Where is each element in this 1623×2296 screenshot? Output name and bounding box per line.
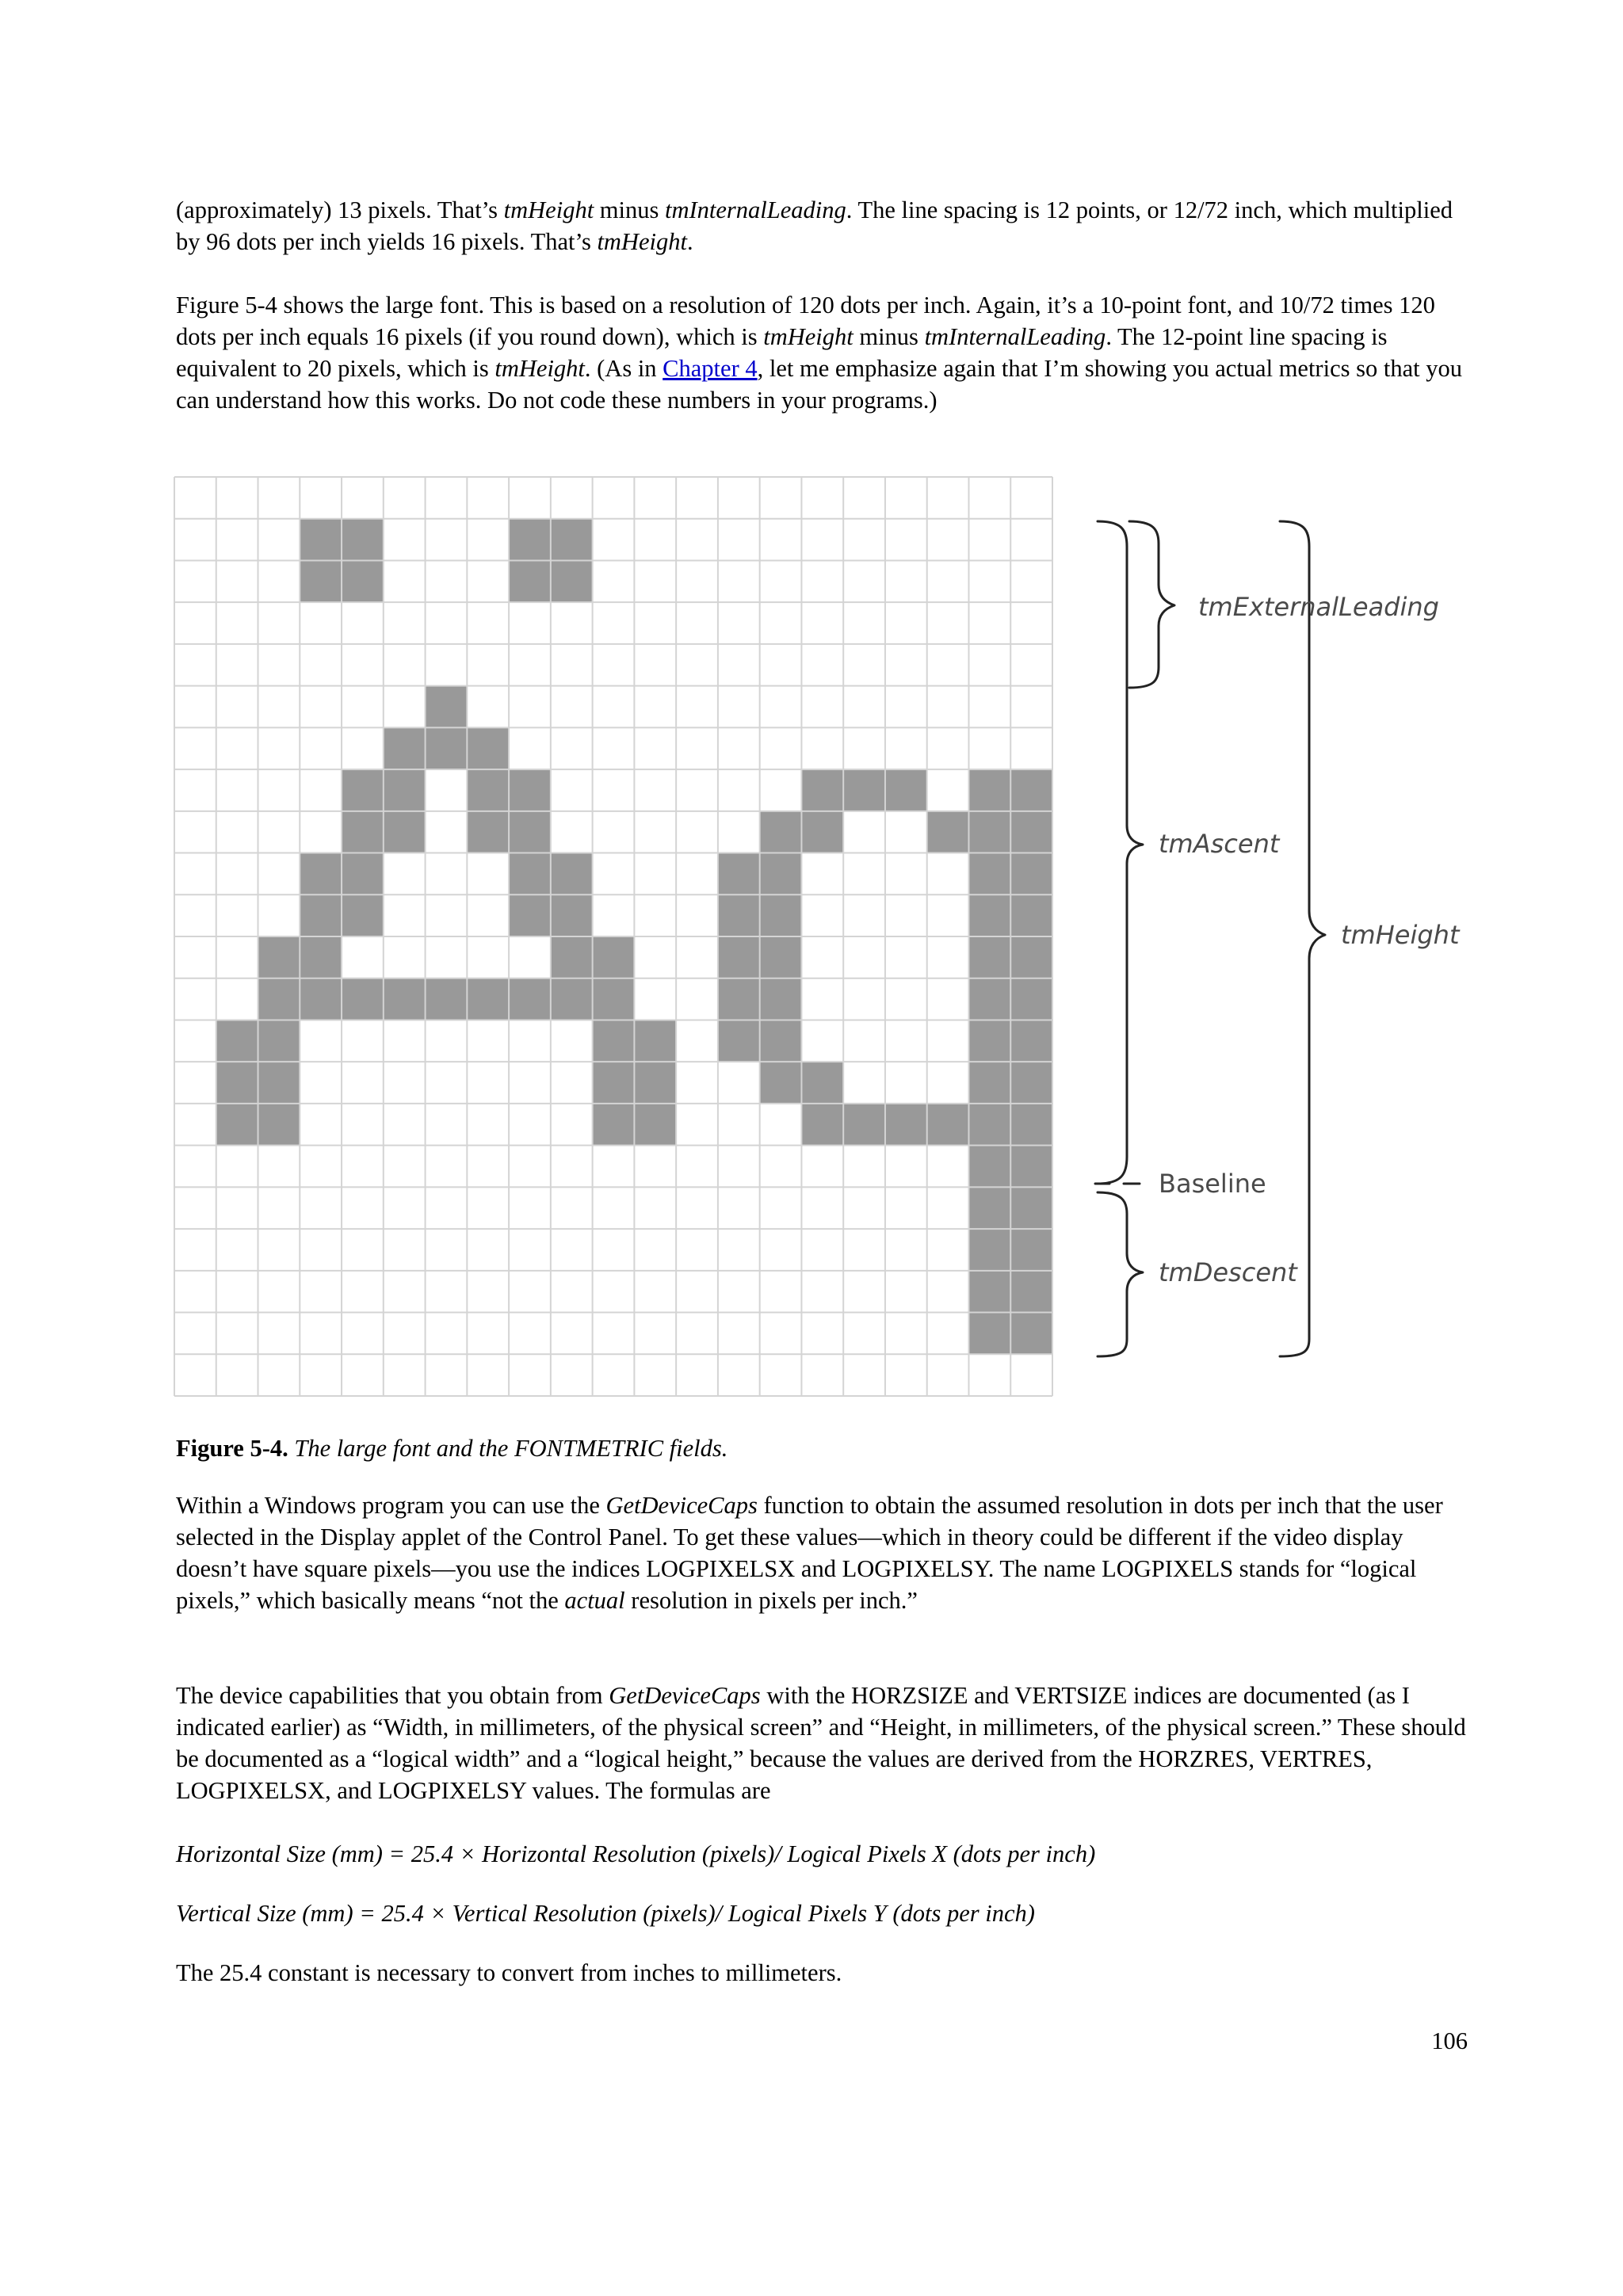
filled-pixel [384, 727, 426, 769]
filled-pixel [968, 853, 1010, 895]
paragraph-5 [176, 1957, 1468, 1989]
filled-pixel [968, 1020, 1010, 1062]
filled-pixel [426, 727, 468, 769]
text-run: minus [594, 196, 665, 223]
filled-pixel [509, 811, 551, 853]
italic-term: tmInternalLeading [665, 196, 846, 223]
italic-term: tmHeight [763, 323, 854, 350]
filled-pixel [467, 978, 509, 1020]
filled-pixel [718, 853, 760, 895]
filled-pixel [342, 560, 384, 602]
italic-term: tmInternalLeading [924, 323, 1106, 350]
filled-pixel [300, 519, 342, 561]
italic-term: tmHeight [495, 355, 585, 382]
paragraph-4 [176, 1680, 1468, 1806]
label-external-leading: tmExternalLeading [1198, 592, 1439, 622]
filled-pixel [467, 769, 509, 811]
filled-pixel [342, 894, 384, 936]
filled-pixel [634, 1020, 676, 1062]
filled-pixel [801, 1104, 843, 1146]
italic-term: GetDeviceCaps [609, 1682, 761, 1709]
filled-pixel [509, 853, 551, 895]
filled-pixel [1010, 1313, 1052, 1355]
filled-pixel [1010, 769, 1052, 811]
filled-pixel [426, 978, 468, 1020]
filled-pixel [843, 1104, 885, 1146]
filled-pixel [384, 811, 426, 853]
filled-pixel [968, 1229, 1010, 1271]
italic-term: actual [564, 1587, 625, 1614]
text-run: , let me emphasize again that I’m showing you actual metrics so that you can understand how this works. Do not code these numbers in your programs.) [176, 355, 1462, 414]
filled-pixel [718, 1020, 760, 1062]
text-run: (approximately) 13 pixels. That’s [176, 196, 504, 223]
filled-pixel [342, 769, 384, 811]
text-run: . The 12-point line spacing is equivalent to 20 pixels, which is [176, 323, 1388, 382]
filled-pixel [968, 1146, 1010, 1188]
filled-pixel [760, 936, 802, 978]
brace-height [1280, 521, 1325, 1356]
filled-pixel [1010, 1229, 1052, 1271]
text-run: with the HORZSIZE and VERTSIZE indices are documented (as I indicated earlier) as “Width, in millimeters, of the physical screen” and “Height, in millimeters, of the physical screen.” These should be documented as a “logical width” and a “logical height,” because the values are derived from the HORZRES, VERTRES, LOGPIXELSX, and LOGPIXELSY values. The formulas are [176, 1682, 1466, 1804]
filled-pixel [593, 1104, 635, 1146]
filled-pixel [801, 811, 843, 853]
filled-pixel [968, 936, 1010, 978]
text-run: . [686, 228, 693, 255]
filled-pixel [927, 811, 969, 853]
filled-pixel [634, 1104, 676, 1146]
filled-pixel [1010, 1146, 1052, 1188]
filled-pixel [718, 936, 760, 978]
filled-pixel [1010, 853, 1052, 895]
filled-pixel [216, 1020, 258, 1062]
brace-external-leading [1129, 521, 1174, 688]
filled-pixel [968, 1187, 1010, 1229]
filled-pixel [843, 769, 885, 811]
filled-pixel [760, 894, 802, 936]
label-descent: tmDescent [1159, 1257, 1297, 1287]
text-run: function to obtain the assumed resolution in dots per inch that the user selected in the Display applet of the Control Panel. To get these values—which in theory could be different if the video display doesn’t have square pixels—you use the indices LOGPIXELSX and LOGPIXELSY. The name LOGPIXELS stands for “logical pixels,” which basically means “not the [176, 1492, 1443, 1614]
text-run: The device capabilities that you obtain from [176, 1682, 609, 1709]
filled-pixel [384, 978, 426, 1020]
filled-pixel [551, 894, 593, 936]
filled-pixel [968, 769, 1010, 811]
filled-pixel [384, 769, 426, 811]
formula-vertical: Vertical Size (mm) = 25.4 × Vertical Resolution (pixels)/ Logical Pixels Y (dots per inch) [176, 1900, 1035, 1927]
filled-pixel [258, 936, 300, 978]
filled-pixel [760, 1020, 802, 1062]
filled-pixel [258, 1104, 300, 1146]
filled-pixel [1010, 978, 1052, 1020]
filled-pixel [1010, 1020, 1052, 1062]
filled-pixel [760, 853, 802, 895]
formula-horizontal: Horizontal Size (mm) = 25.4 × Horizontal Resolution (pixels)/ Logical Pixels X (dots per inch) [176, 1840, 1096, 1867]
filled-pixel [300, 936, 342, 978]
text-run: Figure 5-4 shows the large font. This is based on a resolution of 120 dots per inch. Again, it’s a 10-point font, and 10/72 times 120 dots per inch equals 16 pixels (if you round down), which is [176, 292, 1435, 350]
text-run: resolution in pixels per inch.” [624, 1587, 918, 1614]
brace-descent [1098, 1192, 1143, 1356]
filled-pixel [968, 894, 1010, 936]
label-height: tmHeight [1341, 920, 1460, 950]
filled-pixel [426, 686, 468, 728]
filled-pixel [551, 853, 593, 895]
text-run: minus [853, 323, 925, 350]
filled-pixel [593, 978, 635, 1020]
filled-pixel [258, 978, 300, 1020]
filled-pixel [551, 936, 593, 978]
caption-label: Figure 5-4. [176, 1435, 288, 1462]
label-ascent: tmAscent [1159, 829, 1280, 859]
caption-text: The large font and the FONTMETRIC fields. [288, 1435, 728, 1462]
filled-pixel [760, 811, 802, 853]
italic-term: tmHeight [597, 228, 687, 255]
filled-pixel [300, 978, 342, 1020]
text-run: The 25.4 constant is necessary to convert from inches to millimeters. [176, 1959, 842, 1986]
filled-pixel [885, 1104, 927, 1146]
filled-pixel [1010, 936, 1052, 978]
filled-pixel [300, 853, 342, 895]
filled-pixel [1010, 894, 1052, 936]
chapter-link[interactable]: Chapter 4 [663, 355, 758, 382]
filled-pixel [300, 894, 342, 936]
filled-pixel [342, 853, 384, 895]
figure-caption [176, 1432, 727, 1464]
text-run: . (As in [584, 355, 663, 382]
filled-pixel [342, 811, 384, 853]
filled-pixel [968, 978, 1010, 1020]
filled-pixel [509, 560, 551, 602]
filled-pixel [801, 1062, 843, 1104]
page-number: 106 [1431, 2027, 1468, 2054]
filled-pixel [551, 978, 593, 1020]
filled-pixel [342, 978, 384, 1020]
filled-pixel [258, 1020, 300, 1062]
filled-pixel [760, 1062, 802, 1104]
filled-pixel [968, 811, 1010, 853]
filled-pixel [801, 769, 843, 811]
filled-pixel [551, 560, 593, 602]
filled-pixel [1010, 811, 1052, 853]
filled-pixel [258, 1062, 300, 1104]
filled-pixel [593, 936, 635, 978]
paragraph-3 [176, 1489, 1468, 1616]
filled-pixel [760, 978, 802, 1020]
brace-annotations [1095, 521, 1325, 1356]
filled-pixel [718, 978, 760, 1020]
filled-pixel [509, 519, 551, 561]
filled-pixel [968, 1104, 1010, 1146]
filled-pixel [216, 1104, 258, 1146]
filled-pixel [342, 519, 384, 561]
filled-pixel [509, 978, 551, 1020]
text-run: . The line spacing is 12 points, or 12/72 inch, which multiplied by 96 dots per inch yields 16 pixels. That’s [176, 196, 1453, 255]
filled-pixel [593, 1062, 635, 1104]
brace-ascent [1098, 521, 1143, 1184]
filled-pixel [1010, 1187, 1052, 1229]
filled-pixel [634, 1062, 676, 1104]
filled-pixel [509, 894, 551, 936]
filled-pixel [1010, 1062, 1052, 1104]
filled-pixel [467, 811, 509, 853]
filled-pixel [467, 727, 509, 769]
filled-pixel [509, 769, 551, 811]
filled-pixel [927, 1104, 969, 1146]
filled-pixel [300, 560, 342, 602]
filled-pixel [1010, 1271, 1052, 1313]
filled-pixel [968, 1271, 1010, 1313]
label-baseline: Baseline [1159, 1169, 1266, 1199]
filled-pixel [216, 1062, 258, 1104]
filled-pixel [885, 769, 927, 811]
filled-pixel [968, 1062, 1010, 1104]
italic-term: GetDeviceCaps [605, 1492, 758, 1519]
filled-pixel [593, 1020, 635, 1062]
filled-pixel [1010, 1104, 1052, 1146]
italic-term: tmHeight [503, 196, 594, 223]
text-run: Within a Windows program you can use the [176, 1492, 606, 1519]
filled-pixel [718, 894, 760, 936]
filled-pixel [551, 519, 593, 561]
filled-pixel [968, 1313, 1010, 1355]
